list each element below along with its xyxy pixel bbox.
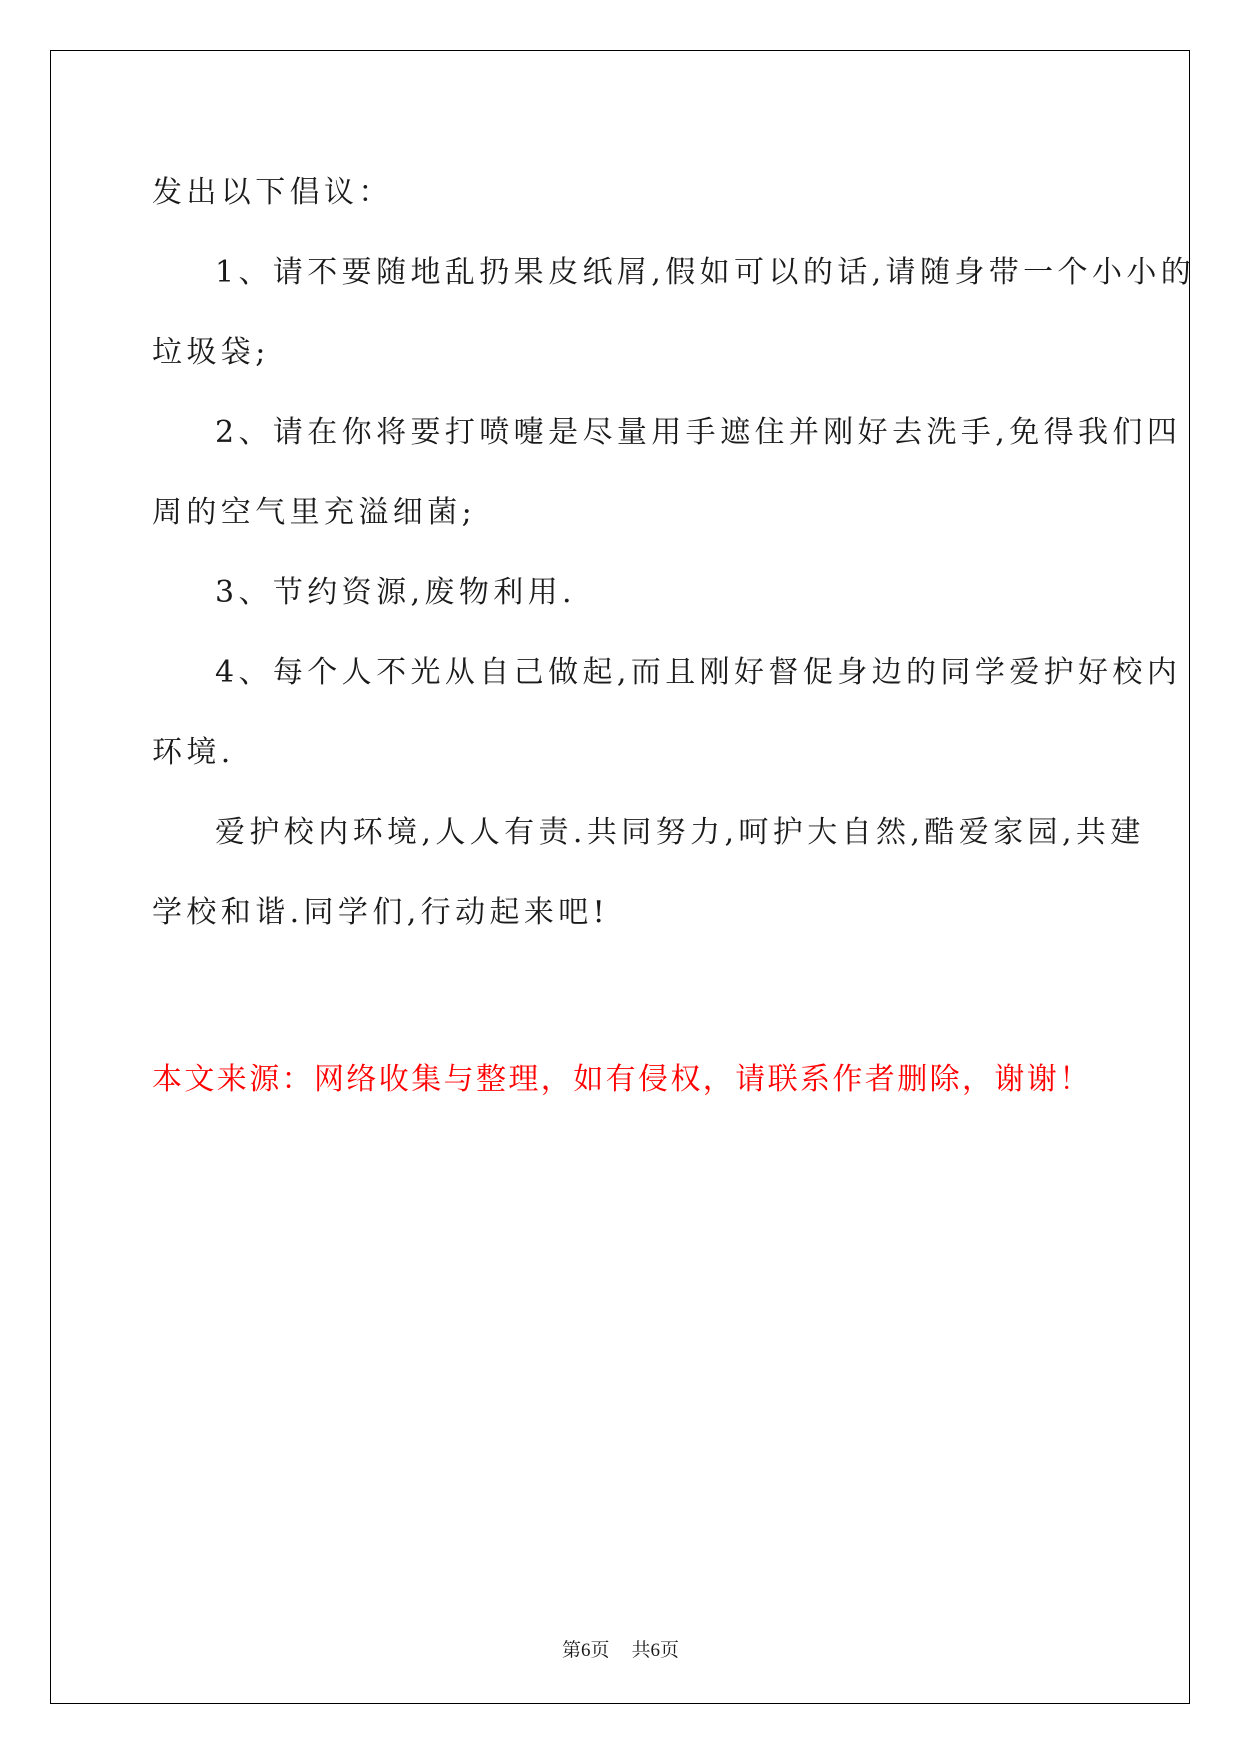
total-pages-label: 共6页: [631, 1640, 680, 1661]
paragraph-line-item-3: 3、节约资源,废物利用.: [215, 575, 576, 610]
paragraph-line-intro: 发出以下倡议：: [152, 175, 393, 210]
page-border: [50, 50, 1190, 1704]
source-notice: 本文来源：网络收集与整理，如有侵权，请联系作者删除，谢谢！: [152, 1062, 1092, 1097]
paragraph-line-item-4: 4、每个人不光从自己做起,而且刚好督促身边的同学爱护好校内: [215, 655, 1182, 690]
paragraph-line-item-2: 2、请在你将要打喷嚏是尽量用手遮住并刚好去洗手,免得我们四: [215, 415, 1182, 450]
paragraph-line-item-2-cont: 周的空气里充溢细菌;: [152, 495, 477, 530]
paragraph-line-item-1: 1、请不要随地乱扔果皮纸屑,假如可以的话,请随身带一个小小的: [215, 255, 1196, 290]
current-page-label: 第6页: [561, 1640, 610, 1661]
page-footer: [0, 1635, 1241, 1662]
paragraph-line-closing: 爱护校内环境,人人有责.共同努力,呵护大自然,酷爱家园,共建: [215, 815, 1145, 850]
paragraph-line-item-1-cont: 垃圾袋;: [152, 335, 270, 370]
paragraph-line-item-4-cont: 环境.: [152, 735, 235, 770]
paragraph-line-closing-cont: 学校和谐.同学们,行动起来吧!: [152, 895, 610, 930]
